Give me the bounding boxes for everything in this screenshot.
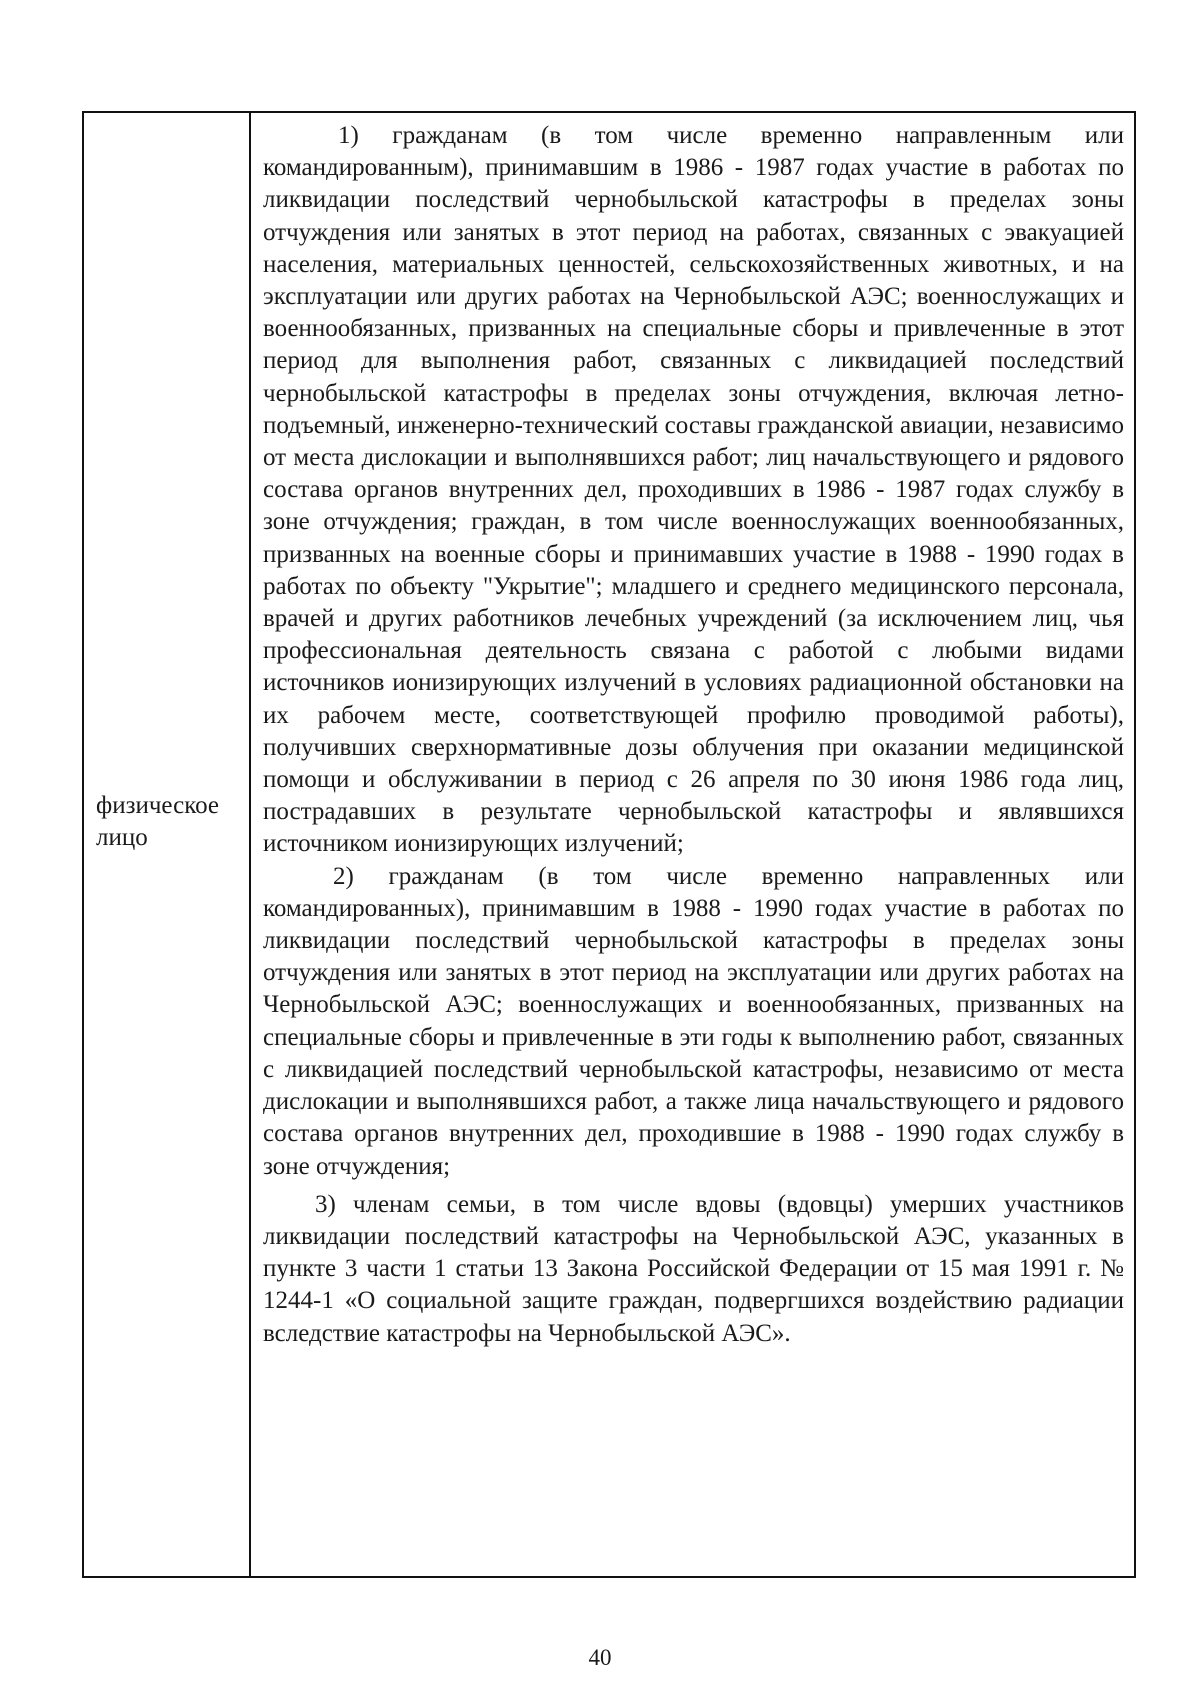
paragraph-3: 3) членам семьи, в том числе вдовы (вдовцы) умерших участников ликвидации последствий катастрофы на Чернобыльской АЭС, указанных в пункте 3 части 1 статьи 13 Закона Российской Федерации от 15 мая 1991 г. № 1244-1 «О социальной защите граждан, подвергшихся воздействию радиации вследствие катастрофы на Чернобыльской АЭС». — [263, 1190, 1124, 1347]
benefit-table — [82, 111, 1136, 1578]
paragraph-2: 2) гражданам (в том числе временно направленных или командированных), принимавшим в 1988 - 1990 годах участие в работах по ликвидации последствий чернобыльской катастрофы в пределах зоны отчуждения или занятых в этот период на эксплуатации или других работах на Чернобыльской АЭС; военнослужащих и военнообязанных, призванных на специальные сборы и привлеченные в эти годы к выполнению работ, связанных с ликвидацией последствий чернобыльской катастрофы, независимо от места дислокации и выполнявшихся работ, а также лица начальствующего и рядового состава органов внутренних дел, проходившие в 1988 - 1990 годах службу в зоне отчуждения; — [263, 862, 1124, 1180]
recipient-type-cell — [84, 113, 251, 1576]
page-number: 40 — [588, 1645, 612, 1670]
paragraph-1: 1) гражданам (в том числе временно направленным или командированным), принимавшим в 1986 - 1987 годах участие в работах по ликвидации последствий чернобыльской катастрофы в пределах зоны отчуждения или занятых в этот период на работах, связанных с эвакуацией населения, материальных ценностей, сельскохозяйственных животных, и на эксплуатации или других работах на Чернобыльской АЭС; военнослужащих и военнообязанных, призванных на специальные сборы и привлеченные в этот период для выполнения работ, связанных с ликвидацией последствий чернобыльской катастрофы в пределах зоны отчуждения, включая летно-подъемный, инженерно-технический составы гражданской авиации, независимо от места дислокации и выполнявшихся работ; лиц начальствующего и рядового состава органов внутренних дел, проходивших в 1986 - 1987 годах службу в зоне отчуждения; граждан, в том числе военнослужащих военнообязанных, призванных на военные сборы и принимавших участие в 1988 - 1990 годах в работах по объекту "Укрытие"; младшего и среднего медицинского персонала, врачей и других работников лечебных учреждений (за исключением лиц, чья профессиональная деятельность связана с работой с любыми видами источников ионизирующих излучений в условиях радиационной обстановки на их рабочем месте, соответствующей профилю проводимой работы), получивших сверхнормативные дозы облучения при оказании медицинской помощи и обслуживании в период с 26 апреля по 30 июня 1986 года лиц, пострадавших в результате чернобыльской катастрофы и являвшихся источником ионизирующих излучений; — [263, 122, 1124, 858]
recipient-type-label: физическое лицо — [96, 792, 219, 851]
recipient-description-cell — [251, 113, 1134, 1576]
